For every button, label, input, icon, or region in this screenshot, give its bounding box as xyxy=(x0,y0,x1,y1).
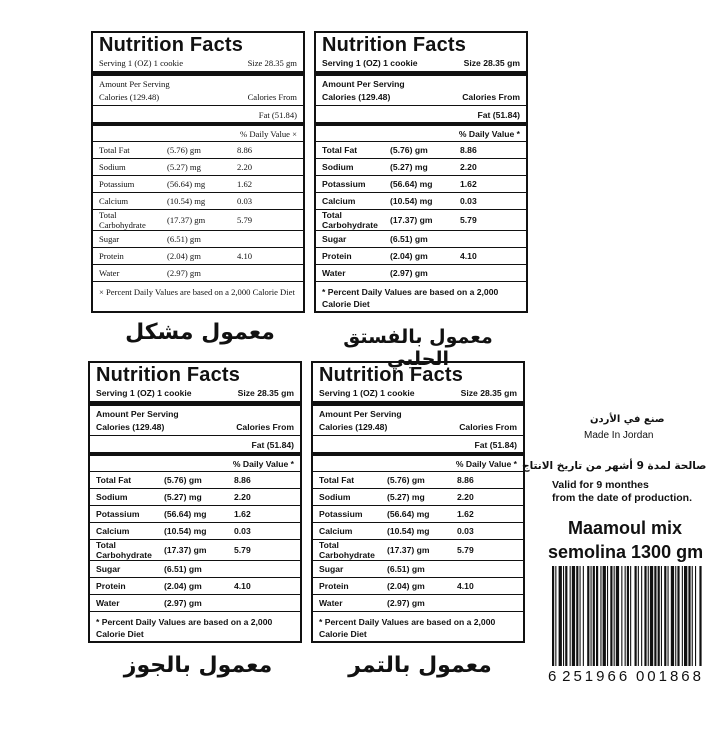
nutrient-quantity: (5.76) gm xyxy=(381,472,451,489)
barcode-bar xyxy=(638,566,639,666)
barcode-bar xyxy=(591,566,592,666)
nutrient-daily-value: 5.79 xyxy=(228,540,300,561)
calories-from-label: Calories From xyxy=(462,92,520,102)
barcode-bar xyxy=(675,566,676,666)
nutrient-row xyxy=(93,265,303,282)
nutrient-row xyxy=(313,472,523,489)
nutrient-row xyxy=(316,176,526,193)
nutrient-name: Sodium xyxy=(93,159,161,176)
nutrient-quantity: (17.37) gm xyxy=(381,540,451,561)
nutrient-row xyxy=(313,578,523,595)
serving-size: Size 28.35 gm xyxy=(237,388,294,398)
nutrient-row xyxy=(93,231,303,248)
label-pistachio-maamoul: معمول بالفستق الحلبي xyxy=(343,326,493,370)
nutrient-name: Protein xyxy=(90,578,158,595)
barcode-bar xyxy=(627,566,629,666)
nutrient-row xyxy=(93,193,303,210)
nutrient-row xyxy=(316,265,526,282)
nutrient-name: Sugar xyxy=(313,561,381,578)
nutrient-table xyxy=(90,472,300,611)
daily-value-header: % Daily Value × xyxy=(93,122,303,142)
nutrient-quantity: (2.97) gm xyxy=(387,598,425,608)
nutrient-daily-value xyxy=(454,231,526,248)
serving-row xyxy=(316,56,526,76)
nutrient-row xyxy=(316,210,526,231)
nutrient-row xyxy=(90,506,300,523)
barcode-digits xyxy=(548,668,704,685)
nutrient-quantity: (2.04) gm xyxy=(158,578,228,595)
nutrient-quantity: (2.04) gm xyxy=(381,578,451,595)
nutrient-quantity: (6.51) gm xyxy=(381,561,451,578)
calories-from-label: Calories From xyxy=(247,92,297,102)
nutrient-quantity: (5.76) gm xyxy=(384,142,454,159)
barcode-bar xyxy=(654,566,656,666)
nutrient-quantity: (6.51) gm xyxy=(384,231,454,248)
barcode-bar xyxy=(587,566,589,666)
barcode-bar xyxy=(635,566,637,666)
barcode-bar xyxy=(668,566,669,666)
nutrient-daily-value: 0.03 xyxy=(451,523,523,540)
nutrient-name: Total Fat xyxy=(93,142,161,159)
label-mixed-maamoul: معمول مشكل xyxy=(125,320,275,345)
serving-text: Serving 1 (OZ) 1 cookie xyxy=(96,388,192,398)
nutrition-panel-dates xyxy=(311,361,525,643)
nutrient-name: Calcium xyxy=(90,523,158,540)
barcode-bar xyxy=(552,566,554,666)
nutrient-daily-value: 4.10 xyxy=(228,578,300,595)
nutrient-row xyxy=(93,142,303,159)
validity-english-1: Valid for 9 monthes xyxy=(552,479,649,491)
barcode-bar xyxy=(583,566,584,666)
barcode-bar xyxy=(603,566,606,666)
barcode-bar xyxy=(565,566,567,666)
barcode-bar xyxy=(648,566,649,666)
nutrient-row xyxy=(316,248,526,265)
nutrient-quantity: (17.37) gm xyxy=(161,210,231,231)
nutrient-name: Protein xyxy=(316,248,384,265)
panel-title: Nutrition Facts xyxy=(99,34,244,56)
nutrient-name: Sugar xyxy=(93,231,161,248)
nutrient-quantity: (56.64) mg xyxy=(384,176,454,193)
serving-size: Size 28.35 gm xyxy=(460,388,517,398)
barcode-digits-right: 001868 xyxy=(635,668,704,685)
nutrient-row xyxy=(313,595,523,612)
nutrient-quantity: (10.54) mg xyxy=(384,193,454,210)
serving-row xyxy=(93,56,303,76)
nutrient-row xyxy=(93,159,303,176)
product-name-line1: Maamoul mix xyxy=(568,518,683,538)
nutrient-name: Sugar xyxy=(316,231,384,248)
nutrient-quantity: (56.64) mg xyxy=(161,176,231,193)
nutrient-daily-value: 5.79 xyxy=(454,210,526,231)
nutrient-row xyxy=(316,142,526,159)
barcode-bar xyxy=(682,566,683,666)
nutrient-name: Protein xyxy=(313,578,381,595)
calories-value: Calories (129.48) xyxy=(322,92,391,102)
nutrient-table xyxy=(93,142,303,281)
daily-value-footnote: * Percent Daily Values are based on a 2,000 Calorie Diet xyxy=(316,281,526,314)
nutrient-name: Water xyxy=(99,268,120,278)
nutrient-daily-value: 8.86 xyxy=(454,142,526,159)
barcode-bar xyxy=(563,566,564,666)
nutrient-name: Sodium xyxy=(316,159,384,176)
nutrient-quantity: (5.76) gm xyxy=(161,142,231,159)
nutrient-daily-value: 1.62 xyxy=(454,176,526,193)
barcode-bar xyxy=(576,566,578,666)
nutrient-row xyxy=(313,523,523,540)
nutrient-name: Water xyxy=(96,598,120,608)
nutrient-name: Total Carbohydrate xyxy=(313,540,381,561)
barcode-bar xyxy=(650,566,653,666)
fat-calories: Fat (51.84) xyxy=(90,435,300,452)
nutrient-name: Potassium xyxy=(316,176,384,193)
nutrient-daily-value: 0.03 xyxy=(231,193,303,210)
nutrient-table xyxy=(313,472,523,611)
nutrient-daily-value: 5.79 xyxy=(231,210,303,231)
nutrient-name: Sodium xyxy=(313,489,381,506)
nutrient-row xyxy=(90,523,300,540)
nutrient-quantity: (5.27) mg xyxy=(384,159,454,176)
panel-title: Nutrition Facts xyxy=(319,364,464,386)
barcode-bar xyxy=(688,566,690,666)
nutrient-quantity: (10.54) mg xyxy=(158,523,228,540)
nutrient-name: Water xyxy=(322,268,346,278)
nutrient-daily-value: 2.20 xyxy=(231,159,303,176)
nutrient-row xyxy=(313,540,523,561)
barcode-bar xyxy=(641,566,642,666)
serving-size: Size 28.35 gm xyxy=(247,58,297,68)
calories-value: Calories (129.48) xyxy=(99,92,160,102)
nutrient-name: Total Carbohydrate xyxy=(93,210,161,231)
panel-title: Nutrition Facts xyxy=(96,364,241,386)
barcode-bar xyxy=(621,566,622,666)
nutrient-daily-value: 2.20 xyxy=(454,159,526,176)
nutrient-name: Sugar xyxy=(90,561,158,578)
nutrient-name: Potassium xyxy=(93,176,161,193)
barcode-bar xyxy=(625,566,626,666)
barcode-bar xyxy=(664,566,666,666)
calories-row xyxy=(313,419,523,432)
nutrient-name: Calcium xyxy=(93,193,161,210)
nutrient-row xyxy=(90,472,300,489)
nutrient-daily-value: 2.20 xyxy=(228,489,300,506)
nutrient-quantity: (2.04) gm xyxy=(384,248,454,265)
nutrient-daily-value: 1.62 xyxy=(231,176,303,193)
barcode-bar xyxy=(593,566,595,666)
barcode-bar xyxy=(695,566,696,666)
nutrient-quantity: (5.27) mg xyxy=(161,159,231,176)
nutrient-quantity: (5.27) mg xyxy=(158,489,228,506)
barcode-bar xyxy=(555,566,556,666)
fat-calories: Fat (51.84) xyxy=(313,435,523,452)
nutrient-row xyxy=(93,176,303,193)
nutrition-panel-walnut xyxy=(88,361,302,643)
nutrient-quantity: (2.97) gm xyxy=(167,268,201,278)
nutrient-row xyxy=(90,578,300,595)
made-in-english: Made In Jordan xyxy=(584,430,654,441)
panel-title: Nutrition Facts xyxy=(322,34,467,56)
nutrient-daily-value: 2.20 xyxy=(451,489,523,506)
nutrient-row xyxy=(90,489,300,506)
fat-calories: Fat (51.84) xyxy=(93,105,303,122)
daily-value-footnote: × Percent Daily Values are based on a 2,000 Calorie Diet xyxy=(93,281,303,302)
amount-per-serving: Amount Per Serving xyxy=(319,409,402,419)
amount-per-serving: Amount Per Serving xyxy=(96,409,179,419)
nutrient-row xyxy=(93,210,303,231)
nutrient-name: Total Fat xyxy=(313,472,381,489)
barcode-bar xyxy=(596,566,598,666)
made-in-arabic: صنع في الأردن xyxy=(590,414,665,425)
calories-row xyxy=(90,419,300,432)
barcode-bar xyxy=(610,566,612,666)
serving-row xyxy=(90,386,300,406)
daily-value-footnote: * Percent Daily Values are based on a 2,000 Calorie Diet xyxy=(313,611,523,644)
nutrient-quantity: (10.54) mg xyxy=(161,193,231,210)
barcode-bar xyxy=(580,566,581,666)
nutrient-row xyxy=(90,540,300,561)
barcode-bar xyxy=(559,566,562,666)
nutrient-daily-value xyxy=(231,265,303,282)
nutrient-daily-value: 4.10 xyxy=(451,578,523,595)
barcode-bar xyxy=(661,566,662,666)
barcode-digits-left: 251966 xyxy=(562,668,631,685)
serving-text: Serving 1 (OZ) 1 cookie xyxy=(99,58,184,68)
nutrient-daily-value xyxy=(231,231,303,248)
nutrient-daily-value xyxy=(228,595,300,612)
nutrient-quantity: (10.54) mg xyxy=(381,523,451,540)
serving-text: Serving 1 (OZ) 1 cookie xyxy=(322,58,418,68)
nutrient-quantity: (2.04) gm xyxy=(161,248,231,265)
nutrient-daily-value: 8.86 xyxy=(451,472,523,489)
nutrient-daily-value: 1.62 xyxy=(451,506,523,523)
barcode-bar xyxy=(699,566,701,666)
nutrient-daily-value: 1.62 xyxy=(228,506,300,523)
nutrient-daily-value xyxy=(451,561,523,578)
nutrient-quantity: (56.64) mg xyxy=(381,506,451,523)
validity-arabic: صالحة لمدة 9 أشهر من تاريخ الانتاج xyxy=(522,460,707,472)
nutrient-row xyxy=(90,561,300,578)
nutrition-panel-pistachio xyxy=(314,31,528,313)
nutrient-quantity: (56.64) mg xyxy=(158,506,228,523)
nutrient-name: Calcium xyxy=(313,523,381,540)
barcode-bar xyxy=(607,566,608,666)
serving-row xyxy=(313,386,523,406)
label-walnut-maamoul: معمول بالجوز xyxy=(123,653,273,678)
nutrient-daily-value: 8.86 xyxy=(228,472,300,489)
nutrient-name: Calcium xyxy=(316,193,384,210)
nutrient-name: Total Fat xyxy=(316,142,384,159)
nutrient-daily-value: 0.03 xyxy=(228,523,300,540)
nutrient-name: Total Fat xyxy=(90,472,158,489)
nutrition-panel-mixed xyxy=(91,31,305,313)
nutrient-daily-value: 8.86 xyxy=(231,142,303,159)
barcode-bar xyxy=(658,566,660,666)
nutrient-quantity: (17.37) gm xyxy=(158,540,228,561)
barcode-bar xyxy=(644,566,646,666)
calories-from-label: Calories From xyxy=(459,422,517,432)
barcode-bar xyxy=(671,566,674,666)
nutrient-daily-value: 5.79 xyxy=(451,540,523,561)
barcode-bar xyxy=(600,566,601,666)
nutrient-daily-value: 0.03 xyxy=(454,193,526,210)
nutrient-row xyxy=(93,248,303,265)
serving-size: Size 28.35 gm xyxy=(463,58,520,68)
daily-value-header: % Daily Value * xyxy=(316,122,526,142)
amount-per-serving: Amount Per Serving xyxy=(99,79,170,89)
nutrient-quantity: (6.51) gm xyxy=(161,231,231,248)
nutrient-name: Water xyxy=(319,598,343,608)
nutrient-quantity: (6.51) gm xyxy=(158,561,228,578)
nutrient-quantity: (5.76) gm xyxy=(158,472,228,489)
nutrient-name: Potassium xyxy=(313,506,381,523)
calories-from-label: Calories From xyxy=(236,422,294,432)
daily-value-footnote: * Percent Daily Values are based on a 2,000 Calorie Diet xyxy=(90,611,300,644)
barcode xyxy=(548,566,704,666)
nutrient-daily-value: 4.10 xyxy=(231,248,303,265)
barcode-bar xyxy=(677,566,679,666)
barcode-bar xyxy=(570,566,571,666)
barcode-bar xyxy=(614,566,615,666)
nutrient-quantity: (5.27) mg xyxy=(381,489,451,506)
nutrient-name: Sodium xyxy=(90,489,158,506)
nutrient-row xyxy=(316,231,526,248)
nutrient-row xyxy=(316,159,526,176)
barcode-bar xyxy=(572,566,575,666)
product-name-line2: semolina 1300 gm xyxy=(548,542,704,562)
nutrient-row xyxy=(313,489,523,506)
nutrient-row xyxy=(313,506,523,523)
nutrient-quantity: (2.97) gm xyxy=(164,598,202,608)
nutrient-quantity: (2.97) gm xyxy=(390,268,428,278)
daily-value-header: % Daily Value * xyxy=(313,452,523,472)
nutrient-name: Total Carbohydrate xyxy=(90,540,158,561)
nutrient-row xyxy=(313,561,523,578)
nutrient-name: Protein xyxy=(93,248,161,265)
label-dates-maamoul: معمول بالتمر xyxy=(348,653,492,678)
nutrient-daily-value xyxy=(228,561,300,578)
barcode-bar xyxy=(630,566,631,666)
nutrient-row xyxy=(316,193,526,210)
amount-per-serving: Amount Per Serving xyxy=(322,79,405,89)
nutrient-daily-value xyxy=(454,265,526,282)
barcode-digit-prefix: 6 xyxy=(548,668,557,685)
barcode-bar xyxy=(616,566,619,666)
calories-row xyxy=(93,89,303,102)
nutrient-quantity: (17.37) gm xyxy=(384,210,454,231)
barcode-bar xyxy=(684,566,687,666)
barcode-bar xyxy=(692,566,693,666)
nutrient-daily-value: 4.10 xyxy=(454,248,526,265)
daily-value-header: % Daily Value * xyxy=(90,452,300,472)
calories-value: Calories (129.48) xyxy=(96,422,165,432)
calories-value: Calories (129.48) xyxy=(319,422,388,432)
serving-text: Serving 1 (OZ) 1 cookie xyxy=(319,388,415,398)
nutrient-daily-value xyxy=(451,595,523,612)
nutrient-table xyxy=(316,142,526,281)
nutrient-row xyxy=(90,595,300,612)
calories-row xyxy=(316,89,526,102)
validity-english-2: from the date of production. xyxy=(552,492,692,504)
nutrient-name: Potassium xyxy=(90,506,158,523)
fat-calories: Fat (51.84) xyxy=(316,105,526,122)
nutrient-name: Total Carbohydrate xyxy=(316,210,384,231)
